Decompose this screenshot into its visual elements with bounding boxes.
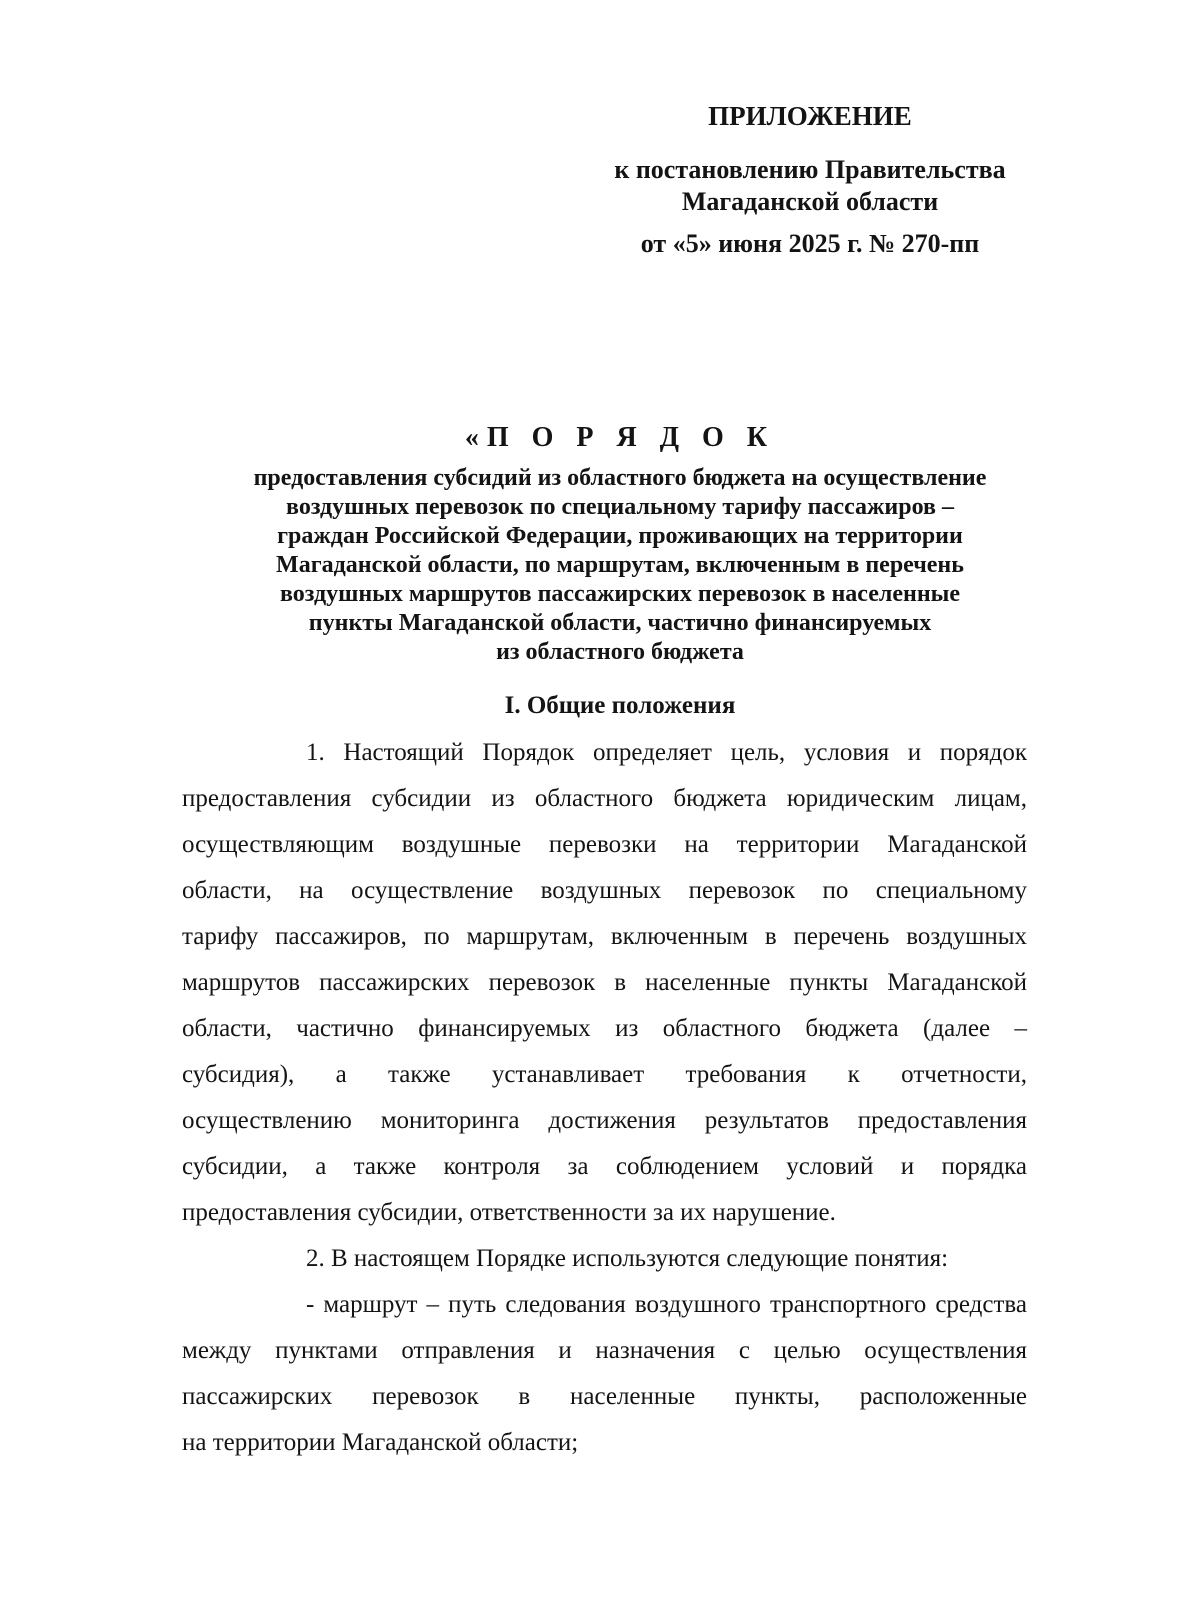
definition-route xyxy=(182,1282,1027,1466)
paragraph-line: на территории Магаданской области; xyxy=(182,1429,579,1456)
subtitle-line: Магаданской области, по маршрутам, включенным в перечень xyxy=(276,552,964,578)
body-text xyxy=(182,730,1027,1466)
subtitle-line: пункты Магаданской области, частично финансируемых xyxy=(308,610,932,636)
paragraph-line: предоставления субсидии из областного бюджета юридическим лицам, xyxy=(182,785,1027,812)
subtitle-line: предоставления субсидий из областного бюджета на осуществление xyxy=(253,465,987,491)
paragraph-line: - маршрут – путь следования воздушного транспортного средства xyxy=(306,1291,1027,1318)
paragraph-line: области, частично финансируемых из областного бюджета (далее – xyxy=(182,1015,1027,1042)
appendix-line-1: к постановлению Правительства xyxy=(614,155,1006,184)
paragraph-line: 2. В настоящем Порядке используются следующие понятия: xyxy=(306,1245,949,1272)
paragraph-line: субсидия), а также устанавливает требования к отчетности, xyxy=(182,1061,1027,1088)
document-title: «П О Р Я Д О К xyxy=(464,422,776,453)
appendix-date: от «5» июня 2025 г. № 270-пп xyxy=(640,229,980,258)
paragraph-line: области, на осуществление воздушных перевозок по специальному xyxy=(182,877,1027,904)
appendix-line-2: Магаданской области xyxy=(681,187,939,216)
document-title-block xyxy=(170,420,1070,667)
paragraph-line: 1. Настоящий Порядок определяет цель, условия и порядок xyxy=(306,739,1027,766)
paragraph-1 xyxy=(182,730,1027,1236)
section-heading: I. Общие положения xyxy=(504,692,736,719)
paragraph-line: пассажирских перевозок в населенные пункты, расположенные xyxy=(182,1383,1027,1410)
subtitle-line: воздушных перевозок по специальному тарифу пассажиров – xyxy=(286,494,954,520)
paragraph-line: субсидии, а также контроля за соблюдением условий и порядка xyxy=(182,1153,1027,1180)
appendix-header xyxy=(560,100,1060,260)
paragraph-line: между пунктами отправления и назначения с целью осуществления xyxy=(182,1337,1027,1364)
paragraph-2 xyxy=(182,1236,1027,1282)
subtitle-line: граждан Российской Федерации, проживающих на территории xyxy=(277,523,963,549)
appendix-title: ПРИЛОЖЕНИЕ xyxy=(708,101,912,131)
paragraph-line: маршрутов пассажирских перевозок в населенные пункты Магаданской xyxy=(182,969,1027,996)
paragraph-line: тарифу пассажиров, по маршрутам, включенным в перечень воздушных xyxy=(182,923,1027,950)
subtitle-line: из областного бюджета xyxy=(496,639,744,665)
subtitle-line: воздушных маршрутов пассажирских перевозок в населенные xyxy=(279,581,961,607)
paragraph-line: осуществлению мониторинга достижения результатов предоставления xyxy=(182,1107,1027,1134)
paragraph-line: предоставления субсидии, ответственности за их нарушение. xyxy=(182,1199,836,1226)
paragraph-line: осуществляющим воздушные перевозки на территории Магаданской xyxy=(182,831,1027,858)
